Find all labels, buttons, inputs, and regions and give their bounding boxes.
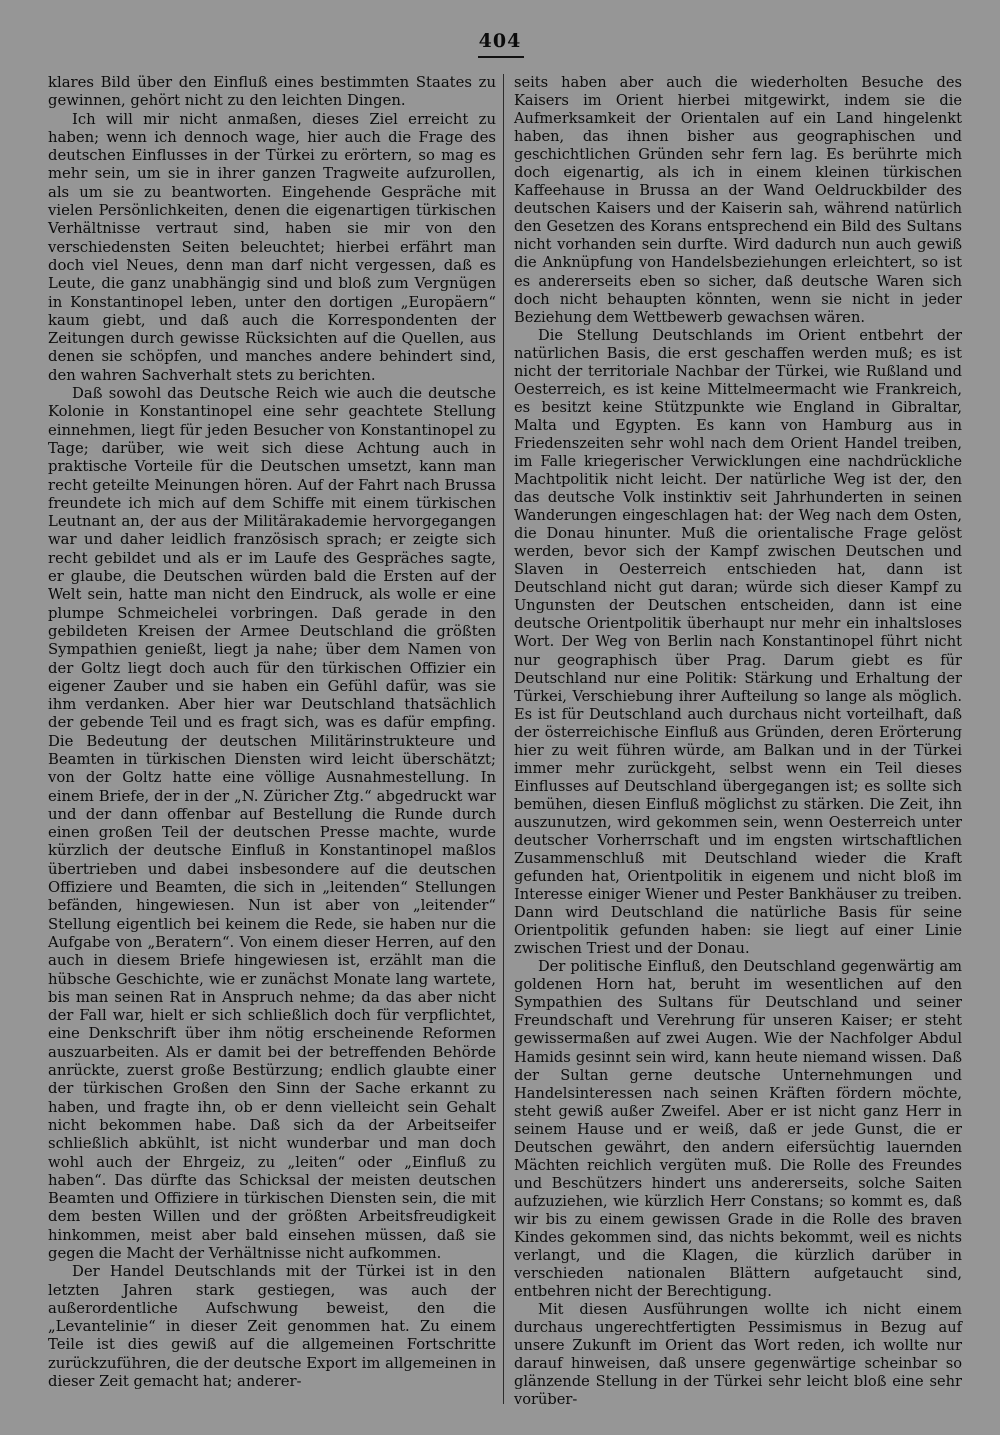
page-number: 404 (478, 30, 522, 52)
page-number-underline (478, 56, 524, 58)
column-divider (503, 74, 504, 1404)
paragraph: Der Handel Deutschlands mit der Türkei ist in den letzten Jahren stark gestiegen, was auch der außerordentliche Aufschwung beweist, den die „Levantelinie“ in dieser Zeit genommen hat. Zu einem Teile ist dies gewiß auf die allgemeinen Fortschritte zurückzuführen, die der deutsche Export im allgemeinen in dieser Zeit gemacht hat; anderer- (48, 1263, 496, 1391)
right-column (514, 74, 962, 1409)
paragraph: Daß sowohl das Deutsche Reich wie auch die deutsche Kolonie in Konstantinopel eine sehr geachtete Stellung einnehmen, liegt für jeden Besucher von Konstantinopel zu Tage; darüber, wie weit sich diese Achtung auch in praktische Vorteile für die Deutschen umsetzt, kann man recht geteilte Meinungen hören. Auf der Fahrt nach Brussa freundete ich mich auf dem Schiffe mit einem türkischen Leutnant an, der aus der Militärakademie hervorgegangen war und daher leidlich französisch sprach; er zeigte sich recht gebildet und als er im Laufe des Gespräches sagte, er glaube, die Deutschen würden bald die Ersten auf der Welt sein, hatte man nicht den Eindruck, als wolle er eine plumpe Schmeichelei vorbringen. Daß gerade in den gebildeten Kreisen der Armee Deutschland die größten Sympathien genießt, liegt ja nahe; über dem Namen von der Goltz liegt doch auch für den türkischen Offizier ein eigener Zauber und sie haben ein Gefühl dafür, was sie ihm verdanken. Aber hier war Deutschland thatsächlich der gebende Teil und es fragt sich, was es dafür empfing. Die Bedeutung der deutschen Militärinstrukteure und Beamten in türkischen Diensten wird leicht überschätzt; von der Goltz hatte eine völlige Ausnahmestellung. In einem Briefe, der in der „N. Züricher Ztg.“ abgedruckt war und der dann offenbar auf Bestellung die Runde durch einen großen Teil der deutschen Presse machte, wurde kürzlich der deutsche Einfluß in Konstantinopel maßlos übertrieben und dabei insbesondere auf die deutschen Offiziere und Beamten, die sich in „leitenden“ Stellungen befänden, hingewiesen. Nun ist aber von „leitender“ Stellung eigentlich bei keinem die Rede, sie haben nur die Aufgabe von „Beratern“. Von einem dieser Herren, auf den auch in diesem Briefe hingewiesen ist, erzählt man die hübsche Geschichte, wie er zunächst Monate lang wartete, bis man seinen Rat in Anspruch nehme; da das aber nicht der Fall war, hielt er sich schließlich doch für verpflichtet, eine Denkschrift über ihm nötig erscheinende Reformen auszuarbeiten. Als er damit bei der betreffenden Behörde anrückte, zuerst große Bestürzung; endlich glaubte einer der türkischen Großen den Sinn der Sache erkannt zu haben, und fragte ihn, ob er denn vielleicht sein Gehalt nicht bekommen habe. Daß sich da der Arbeitseifer schließlich abkühlt, ist nicht wunderbar und man doch wohl auch der Ehrgeiz, zu „leiten“ oder „Einfluß zu haben“. Das dürfte das Schicksal der meisten deutschen Beamten und Offiziere in türkischen Diensten sein, die mit dem besten Willen und der größten Arbeitsfreudigkeit hinkommen, meist aber bald einsehen müssen, daß sie gegen die Macht der Verhältnisse nicht aufkommen. (48, 385, 496, 1262)
paragraph: seits haben aber auch die wiederholten Besuche des Kaisers im Orient hierbei mitgewirkt, indem sie die Aufmerksamkeit der Orientalen auf ein Land hingelenkt haben, das ihnen bisher aus geographischen und geschichtlichen Gründen sehr fern lag. Es berührte mich doch eigenartig, als ich in einem kleinen türkischen Kaffeehause in Brussa an der Wand Oeldruckbilder des deutschen Kaisers und der Kaiserin sah, während natürlich den Gesetzen des Korans entsprechend ein Bild des Sultans nicht vorhanden sein durfte. Wird dadurch nun auch gewiß die Anknüpfung von Handelsbeziehungen erleichtert, so ist es andererseits eben so sicher, daß deutsche Waren sich doch nicht behaupten könnten, wenn sie nicht in jeder Beziehung dem Wettbewerb gewachsen wären. (514, 74, 962, 326)
paragraph: klares Bild über den Einfluß eines bestimmten Staates zu gewinnen, gehört nicht zu den leichten Dingen. (48, 74, 496, 110)
left-column (48, 74, 496, 1391)
paragraph: Mit diesen Ausführungen wollte ich nicht einem durchaus ungerechtfertigten Pessimismus in Bezug auf unsere Zukunft im Orient das Wort reden, ich wollte nur darauf hinweisen, daß unsere gegenwärtige scheinbar so glänzende Stellung in der Türkei sehr leicht bloß eine sehr vorüber- (514, 1301, 962, 1409)
paragraph: Der politische Einfluß, den Deutschland gegenwärtig am goldenen Horn hat, beruht im wesentlichen auf den Sympathien des Sultans für Deutschland und seiner Freundschaft und Verehrung für unseren Kaiser; er steht gewissermaßen auf zwei Augen. Wie der Nachfolger Abdul Hamids gesinnt sein wird, kann heute niemand wissen. Daß der Sultan gerne deutsche Unternehmungen und Handelsinteressen nach seinen Kräften fördern möchte, steht gewiß außer Zweifel. Aber er ist nicht ganz Herr in seinem Hause und er weiß, daß er jede Gunst, die er Deutschen gewährt, den andern eifersüchtig lauernden Mächten reichlich vergüten muß. Die Rolle des Freundes und Beschützers hindert uns andererseits, solche Saiten aufzuziehen, wie kürzlich Herr Constans; so kommt es, daß wir bis zu einem gewissen Grade in die Rolle des braven Kindes gekommen sind, das nichts bekommt, weil es nichts verlangt, und die Klagen, die kürzlich darüber in verschieden nationalen Blättern aufgetaucht sind, entbehren nicht der Berechtigung. (514, 958, 962, 1301)
paragraph: Die Stellung Deutschlands im Orient entbehrt der natürlichen Basis, die erst geschaffen werden muß; es ist nicht der territoriale Nachbar der Türkei, wie Rußland und Oesterreich, es ist keine Mittelmeermacht wie Frankreich, es besitzt keine Stützpunkte wie England in Gibraltar, Malta und Egypten. Es kann von Hamburg aus in Friedenszeiten sehr wohl nach dem Orient Handel treiben, im Falle kriegerischer Verwicklungen eine nachdrückliche Machtpolitik nicht leicht. Der natürliche Weg ist der, den das deutsche Volk instinktiv seit Jahrhunderten in seinen Wanderungen eingeschlagen hat: der Weg nach dem Osten, die Donau hinunter. Muß die orientalische Frage gelöst werden, bevor sich der Kampf zwischen Deutschen und Slaven in Oesterreich entschieden hat, dann ist Deutschland nicht gut daran; würde sich dieser Kampf zu Ungunsten der Deutschen entscheiden, dann ist eine deutsche Orientpolitik überhaupt nur mehr ein inhaltsloses Wort. Der Weg von Berlin nach Konstantinopel führt nicht nur geographisch über Prag. Darum giebt es für Deutschland nur eine Politik: Stärkung und Erhaltung der Türkei, Verschiebung ihrer Aufteilung so lange als möglich. Es ist für Deutschland auch durchaus nicht vorteilhaft, daß der österreichische Einfluß aus Gründen, deren Erörterung hier zu weit führen würde, am Balkan und in der Türkei immer mehr zurückgeht, selbst wenn ein Teil dieses Einflusses auf Deutschland übergegangen ist; es sollte sich bemühen, diesen Einfluß möglichst zu stärken. Die Zeit, ihn auszunutzen, wird gekommen sein, wenn Oesterreich unter deutscher Vorherrschaft und im engsten wirtschaftlichen Zusammenschluß mit Deutschland wieder die Kraft gefunden hat, Orientpolitik in eigenem und nicht bloß im Interesse einiger Wiener und Pester Bankhäuser zu treiben. Dann wird Deutschland die natürliche Basis für seine Orientpolitik gefunden haben: sie liegt auf einer Linie zwischen Triest und der Donau. (514, 326, 962, 958)
paragraph: Ich will mir nicht anmaßen, dieses Ziel erreicht zu haben; wenn ich dennoch wage, hier auch die Frage des deutschen Einflusses in der Türkei zu erörtern, so mag es mehr sein, um sie in ihrer ganzen Tragweite aufzurollen, als um sie zu beantworten. Eingehende Gespräche mit vielen Persönlichkeiten, denen die eigenartigen türkischen Verhältnisse vertraut sind, haben sie mir von den verschiedensten Seiten beleuchtet; hierbei erfährt man doch viel Neues, denn man darf nicht vergessen, daß es Leute, die ganz unabhängig sind und bloß zum Vergnügen in Konstantinopel leben, unter den dortigen „Europäern“ kaum giebt, und daß auch die Korrespondenten der Zeitungen durch gewisse Rücksichten auf die Quellen, aus denen sie schöpfen, und manches andere behindert sind, den wahren Sachverhalt stets zu berichten. (48, 110, 496, 384)
